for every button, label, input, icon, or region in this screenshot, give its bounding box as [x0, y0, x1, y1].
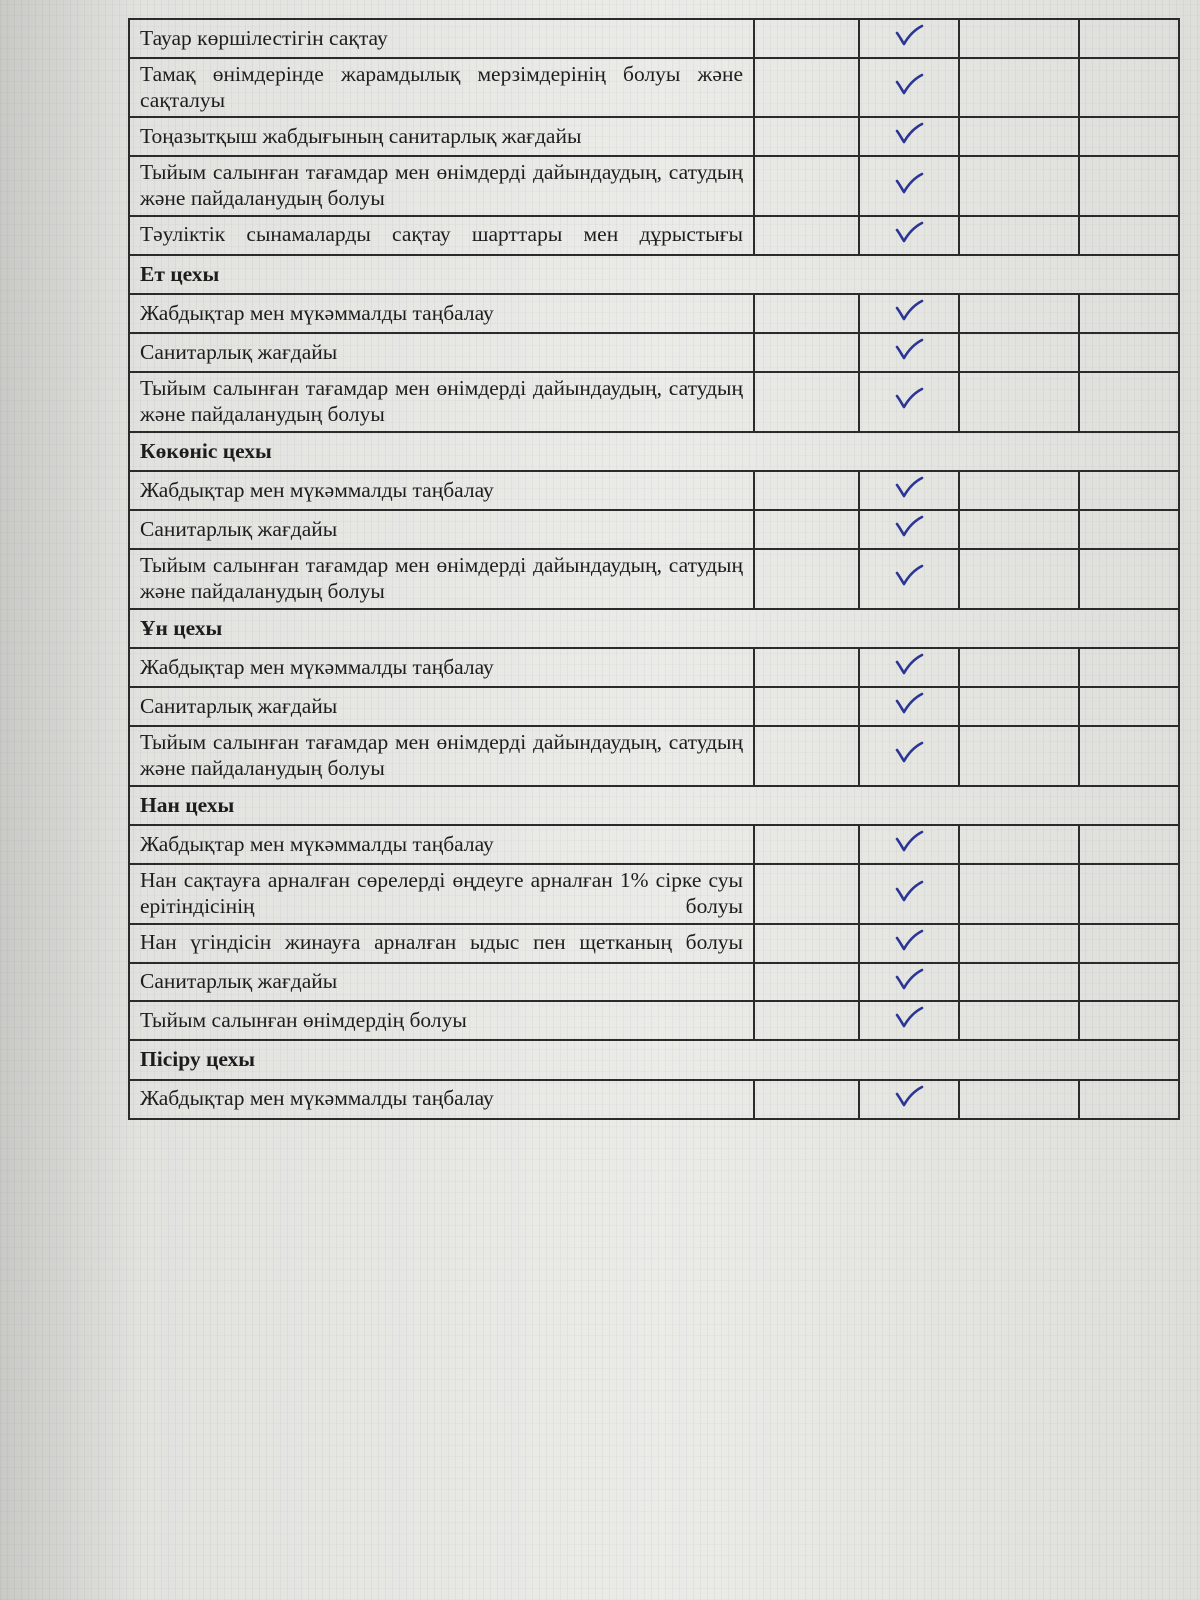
answer-cell-1: [754, 216, 859, 255]
checkmark-icon: [894, 298, 924, 322]
answer-cell-2: [859, 294, 959, 333]
checklist-row: [129, 471, 1179, 510]
answer-cell-1: [754, 510, 859, 549]
checklist-item-text: Жабдықтар мен мүкәммалды таңбалау: [129, 648, 754, 687]
checklist-row: [129, 924, 1179, 963]
answer-cell-2: [859, 372, 959, 432]
checkmark-icon: [894, 829, 924, 853]
answer-cell-2: [859, 549, 959, 609]
answer-cell-4: [1079, 1001, 1179, 1040]
checklist-row: [129, 549, 1179, 609]
checklist-row: [129, 963, 1179, 1002]
checklist-row: [129, 864, 1179, 924]
checklist-item-text: Жабдықтар мен мүкәммалды таңбалау: [129, 471, 754, 510]
answer-cell-4: [1079, 687, 1179, 726]
checkmark-icon: [894, 337, 924, 361]
answer-cell-1: [754, 471, 859, 510]
checkmark-icon: [894, 171, 924, 195]
checklist-item-text: Санитарлық жағдайы: [129, 510, 754, 549]
answer-cell-1: [754, 1080, 859, 1119]
answer-cell-2: [859, 1001, 959, 1040]
answer-cell-1: [754, 726, 859, 786]
answer-cell-3: [959, 333, 1079, 372]
answer-cell-2: [859, 216, 959, 255]
checklist-item-text: Тыйым салынған тағамдар мен өнімдерді дайындаудың, сатудың және пайдаланудың болуы: [129, 549, 754, 609]
checklist-item-text: Тыйым салынған тағамдар мен өнімдерді дайындаудың, сатудың және пайдаланудың болуы: [129, 372, 754, 432]
answer-cell-3: [959, 648, 1079, 687]
answer-cell-4: [1079, 510, 1179, 549]
checklist-item-text: Санитарлық жағдайы: [129, 963, 754, 1002]
checklist-item-text: Нан сақтауға арналған сөрелерді өңдеуге арналған 1% сірке суы ерітіндісінің болуы: [129, 864, 754, 924]
answer-cell-1: [754, 864, 859, 924]
answer-cell-4: [1079, 117, 1179, 156]
checklist-item-text: Тамақ өнімдерінде жарамдылық мерзімдерінің болуы және сақталуы: [129, 58, 754, 118]
checkmark-icon: [894, 879, 924, 903]
checklist-item-text: Жабдықтар мен мүкәммалды таңбалау: [129, 294, 754, 333]
answer-cell-4: [1079, 726, 1179, 786]
checklist-item-text: Жабдықтар мен мүкәммалды таңбалау: [129, 825, 754, 864]
answer-cell-4: [1079, 216, 1179, 255]
answer-cell-2: [859, 333, 959, 372]
checklist-item-text: Тауар көршілестігін сақтау: [129, 19, 754, 58]
checkmark-icon: [894, 386, 924, 410]
checkmark-icon: [894, 220, 924, 244]
checklist-row: [129, 372, 1179, 432]
checkmark-icon: [894, 1005, 924, 1029]
checkmark-icon: [894, 652, 924, 676]
answer-cell-4: [1079, 1080, 1179, 1119]
checklist-row: [129, 216, 1179, 255]
checklist-row: [129, 294, 1179, 333]
checklist-item-text: Нан үгіндісін жинауға арналған ыдыс пен щетканың болуы: [129, 924, 754, 963]
answer-cell-1: [754, 687, 859, 726]
checkmark-icon: [894, 1084, 924, 1108]
answer-cell-3: [959, 372, 1079, 432]
checklist-row: [129, 1080, 1179, 1119]
checklist-row: [129, 156, 1179, 216]
section-title: Пісіру цехы: [129, 1040, 1179, 1080]
answer-cell-3: [959, 687, 1079, 726]
answer-cell-4: [1079, 648, 1179, 687]
answer-cell-3: [959, 58, 1079, 118]
answer-cell-4: [1079, 333, 1179, 372]
checklist-row: [129, 825, 1179, 864]
checkmark-icon: [894, 928, 924, 952]
answer-cell-2: [859, 864, 959, 924]
answer-cell-1: [754, 1001, 859, 1040]
answer-cell-3: [959, 549, 1079, 609]
checkmark-icon: [894, 72, 924, 96]
answer-cell-2: [859, 471, 959, 510]
checklist-item-text: Тыйым салынған тағамдар мен өнімдерді дайындаудың, сатудың және пайдаланудың болуы: [129, 156, 754, 216]
answer-cell-1: [754, 924, 859, 963]
checklist-item-text: Санитарлық жағдайы: [129, 333, 754, 372]
answer-cell-2: [859, 963, 959, 1002]
checkmark-icon: [894, 514, 924, 538]
answer-cell-4: [1079, 963, 1179, 1002]
answer-cell-2: [859, 510, 959, 549]
section-header-row: [129, 432, 1179, 472]
checklist-row: [129, 648, 1179, 687]
answer-cell-2: [859, 924, 959, 963]
answer-cell-3: [959, 1001, 1079, 1040]
checklist-item-text: Санитарлық жағдайы: [129, 687, 754, 726]
answer-cell-4: [1079, 156, 1179, 216]
section-header-row: [129, 1040, 1179, 1080]
answer-cell-4: [1079, 58, 1179, 118]
answer-cell-3: [959, 117, 1079, 156]
checklist-row: [129, 1001, 1179, 1040]
answer-cell-3: [959, 1080, 1079, 1119]
answer-cell-2: [859, 1080, 959, 1119]
section-header-row: [129, 786, 1179, 826]
answer-cell-1: [754, 58, 859, 118]
checklist-item-text: Тыйым салынған тағамдар мен өнімдерді дайындаудың, сатудың және пайдаланудың болуы: [129, 726, 754, 786]
checklist-item-text: Тәуліктік сынамаларды сақтау шарттары мен дұрыстығы: [129, 216, 754, 255]
answer-cell-3: [959, 294, 1079, 333]
answer-cell-1: [754, 648, 859, 687]
answer-cell-3: [959, 510, 1079, 549]
checklist-item-text: Жабдықтар мен мүкәммалды таңбалау: [129, 1080, 754, 1119]
answer-cell-3: [959, 924, 1079, 963]
answer-cell-1: [754, 825, 859, 864]
answer-cell-2: [859, 117, 959, 156]
checklist-row: [129, 687, 1179, 726]
answer-cell-1: [754, 294, 859, 333]
section-header-row: [129, 255, 1179, 295]
section-title: Көкөніс цехы: [129, 432, 1179, 472]
checkmark-icon: [894, 563, 924, 587]
checklist-row: [129, 19, 1179, 58]
answer-cell-4: [1079, 825, 1179, 864]
answer-cell-4: [1079, 471, 1179, 510]
answer-cell-4: [1079, 19, 1179, 58]
checkmark-icon: [894, 475, 924, 499]
section-title: Нан цехы: [129, 786, 1179, 826]
answer-cell-2: [859, 19, 959, 58]
answer-cell-2: [859, 825, 959, 864]
answer-cell-1: [754, 372, 859, 432]
inspection-checklist-table: [128, 18, 1180, 1120]
answer-cell-1: [754, 963, 859, 1002]
checklist-row: [129, 510, 1179, 549]
answer-cell-3: [959, 216, 1079, 255]
answer-cell-2: [859, 687, 959, 726]
answer-cell-4: [1079, 924, 1179, 963]
section-title: Ет цехы: [129, 255, 1179, 295]
answer-cell-2: [859, 156, 959, 216]
answer-cell-2: [859, 726, 959, 786]
checkmark-icon: [894, 740, 924, 764]
checkmark-icon: [894, 691, 924, 715]
section-title: Ұн цехы: [129, 609, 1179, 649]
answer-cell-1: [754, 156, 859, 216]
checklist-row: [129, 726, 1179, 786]
checkmark-icon: [894, 23, 924, 47]
checkmark-icon: [894, 967, 924, 991]
checkmark-icon: [894, 121, 924, 145]
answer-cell-4: [1079, 372, 1179, 432]
answer-cell-2: [859, 58, 959, 118]
answer-cell-3: [959, 864, 1079, 924]
answer-cell-3: [959, 726, 1079, 786]
answer-cell-3: [959, 156, 1079, 216]
checklist-body: [129, 19, 1179, 1119]
answer-cell-1: [754, 549, 859, 609]
answer-cell-4: [1079, 549, 1179, 609]
answer-cell-3: [959, 471, 1079, 510]
checklist-row: [129, 333, 1179, 372]
answer-cell-2: [859, 648, 959, 687]
checklist-row: [129, 58, 1179, 118]
answer-cell-1: [754, 333, 859, 372]
checklist-row: [129, 117, 1179, 156]
answer-cell-1: [754, 117, 859, 156]
section-header-row: [129, 609, 1179, 649]
checklist-item-text: Тыйым салынған өнімдердің болуы: [129, 1001, 754, 1040]
answer-cell-4: [1079, 294, 1179, 333]
answer-cell-3: [959, 963, 1079, 1002]
answer-cell-3: [959, 19, 1079, 58]
answer-cell-4: [1079, 864, 1179, 924]
answer-cell-1: [754, 19, 859, 58]
answer-cell-3: [959, 825, 1079, 864]
checklist-item-text: Тоңазытқыш жабдығының санитарлық жағдайы: [129, 117, 754, 156]
